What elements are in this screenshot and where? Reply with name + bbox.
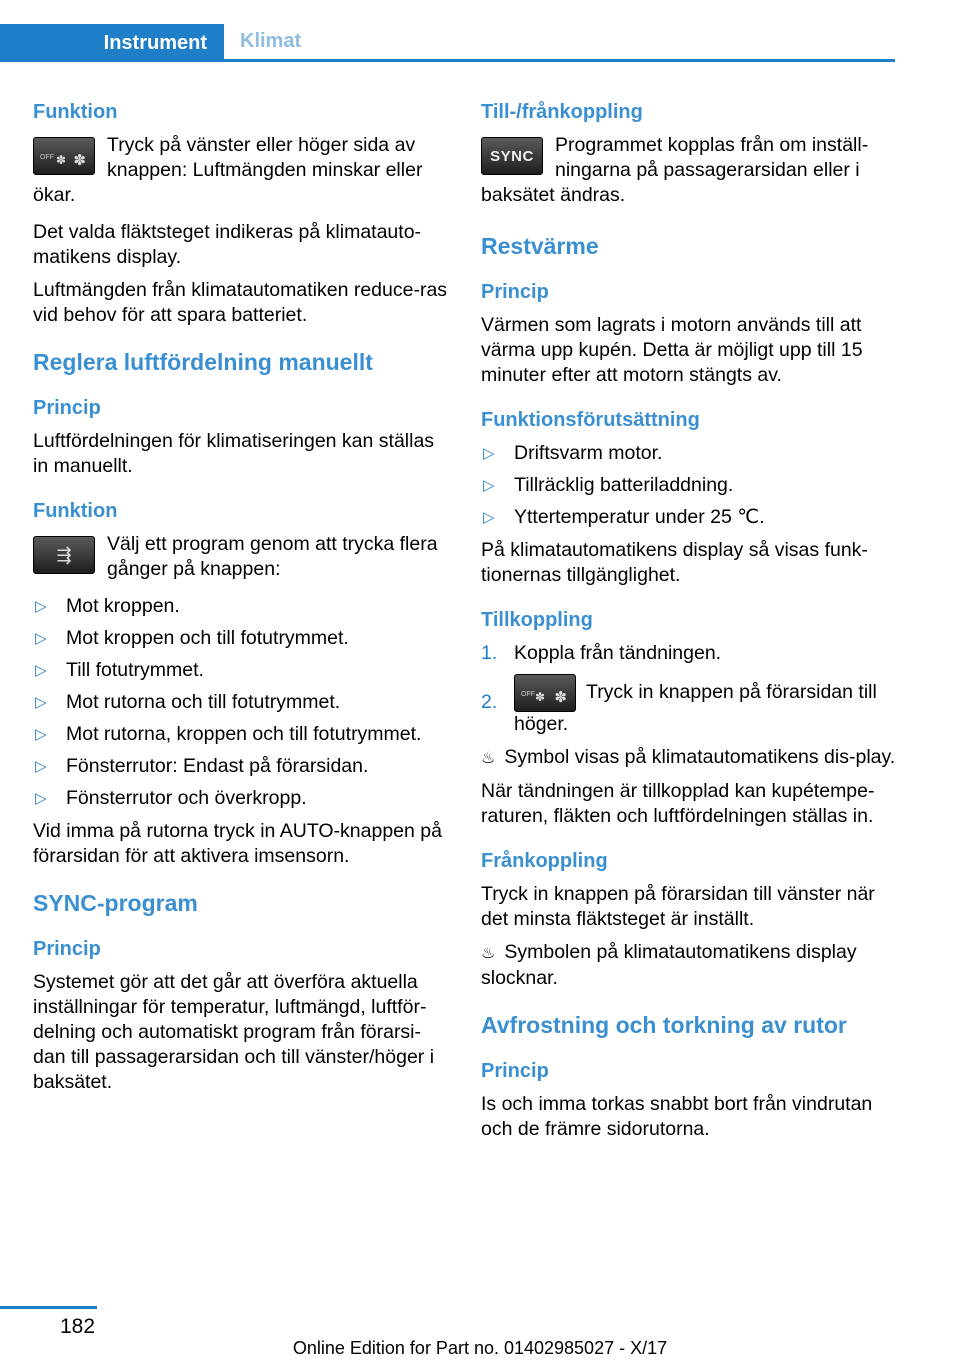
- heading-sync-program: SYNC-program: [33, 890, 198, 916]
- sync-text: Programmet kopplas från om inställ-ningarna på passagerarsidan eller i baksätet ändras.: [481, 134, 869, 206]
- list-item: ▷ Fönsterrutor: Endast på förarsidan.: [35, 755, 369, 777]
- paragraph: ♨ Symbol visas på klimatautomatikens dis-play.: [481, 746, 896, 768]
- heading-princip: Princip: [33, 938, 101, 960]
- triangle-bullet-icon: ▷: [35, 598, 47, 615]
- triangle-bullet-icon: ▷: [35, 630, 47, 647]
- heading-princip: Princip: [481, 281, 549, 303]
- tab-klimat[interactable]: Klimat: [240, 30, 302, 52]
- heading-funktion: Funktion: [33, 101, 118, 123]
- left-column: [33, 100, 449, 1103]
- air-distribution-button-icon: ⇶: [33, 536, 95, 574]
- list-item: ▷ Till fotutrymmet.: [35, 659, 204, 681]
- triangle-bullet-icon: ▷: [35, 726, 47, 743]
- paragraph: Vid imma på rutorna tryck in AUTO-knappen på förarsidan för att aktivera imsensorn.: [33, 820, 442, 867]
- steps-list: [481, 641, 897, 737]
- list-item: ▷ Mot kroppen och till fotutrymmet.: [35, 627, 349, 649]
- paragraph: Tryck in knappen på förarsidan till vänster när det minsta fläktsteget är inställt.: [481, 883, 875, 930]
- fan-paragraph: [33, 133, 449, 208]
- list-item: ▷ Mot rutorna, kroppen och till fotutrymmet.: [35, 723, 422, 745]
- heat-symbol-icon: ♨: [481, 945, 497, 962]
- heading-till-frankoppling: Till-/frånkoppling: [481, 101, 643, 123]
- paragraph: Luftmängden från klimatautomatiken reduce-ras vid behov för att spara batteriet.: [33, 279, 448, 326]
- list-item: ▷ Driftsvarm motor.: [483, 442, 663, 464]
- list-item: ▷ Yttertemperatur under 25 ℃.: [483, 506, 765, 528]
- program-list: [33, 594, 449, 811]
- heat-symbol-icon: ♨: [481, 750, 497, 767]
- list-item: ▷ Tillräcklig batteriladdning.: [483, 474, 734, 496]
- triangle-bullet-icon: ▷: [483, 477, 495, 494]
- paragraph: Luftfördelningen för klimatiseringen kan ställas in manuellt.: [33, 430, 435, 477]
- triangle-bullet-icon: ▷: [35, 662, 47, 679]
- edition-note: Online Edition for Part no. 01402985027 - X/17: [292, 1338, 668, 1358]
- paragraph: Det valda fläktsteget indikeras på klimatauto-matikens display.: [33, 221, 422, 268]
- tab-instrument[interactable]: Instrument: [0, 24, 224, 62]
- heading-funktionsforutsattning: Funktionsförutsättning: [481, 409, 700, 431]
- paragraph: Systemet gör att det går att överföra aktuella inställningar för temperatur, luftmängd, luftför-delning och automatiskt program från förarsi-dan till passagerarsidan och till vänster/höger i baksätet.: [33, 971, 435, 1093]
- paragraph: Is och imma torkas snabbt bort från vindrutan och de främre sidorutorna.: [481, 1093, 873, 1140]
- list-item: 1. Koppla från tändningen.: [481, 642, 722, 664]
- right-column: [481, 100, 897, 1150]
- triangle-bullet-icon: ▷: [35, 694, 47, 711]
- triangle-bullet-icon: ▷: [35, 758, 47, 775]
- fan-text: Tryck på vänster eller höger sida av knappen: Luftmängden minskar eller ökar.: [33, 134, 423, 206]
- header-rule: [0, 59, 895, 62]
- list-item: ▷ Mot kroppen.: [35, 595, 180, 617]
- list-item: 2. ✽ ✽ OFF Tryck in knappen på förarsidan till höger.: [481, 674, 897, 737]
- heading-princip: Princip: [33, 397, 101, 419]
- header-tabs: [0, 24, 895, 62]
- heading-frankoppling: Frånkoppling: [481, 850, 608, 872]
- distribution-paragraph: [33, 532, 449, 582]
- paragraph: När tändningen är tillkopplad kan kupétempe-raturen, fläkten och luftfördelningen ställas in.: [481, 780, 875, 827]
- fan-button-icon: ✽ ✽ OFF: [514, 674, 576, 712]
- sync-button-icon: SYNC: [481, 137, 543, 175]
- triangle-bullet-icon: ▷: [483, 445, 495, 462]
- list-item: ▷ Mot rutorna och till fotutrymmet.: [35, 691, 341, 713]
- heading-tillkoppling: Tillkoppling: [481, 609, 593, 631]
- heading-restvarme: Restvärme: [481, 233, 599, 259]
- paragraph: ♨ Symbolen på klimatautomatikens display slocknar.: [481, 941, 857, 989]
- triangle-bullet-icon: ▷: [35, 790, 47, 807]
- heading-funktion: Funktion: [33, 500, 118, 522]
- paragraph: Värmen som lagrats i motorn används till att värma upp kupén. Detta är möjligt upp till 15 minuter efter att motorn stängts av.: [481, 314, 863, 386]
- requirements-list: [481, 441, 897, 530]
- list-item: ▷ Fönsterrutor och överkropp.: [35, 787, 307, 809]
- footer-rule: [0, 1306, 97, 1309]
- heading-manual-distribution: Reglera luftfördelning manuellt: [33, 349, 373, 375]
- paragraph: På klimatautomatikens display så visas funk-tionernas tillgänglighet.: [481, 539, 868, 586]
- heading-avfrostning: Avfrostning och torkning av rutor: [481, 1012, 847, 1038]
- page-number: 182: [60, 1315, 96, 1338]
- heading-princip: Princip: [481, 1060, 549, 1082]
- sync-paragraph: [481, 133, 897, 208]
- fan-button-icon: ✽ ✽ OFF: [33, 137, 95, 175]
- distribution-text: Välj ett program genom att trycka flera gånger på knappen:: [107, 533, 438, 580]
- triangle-bullet-icon: ▷: [483, 509, 495, 526]
